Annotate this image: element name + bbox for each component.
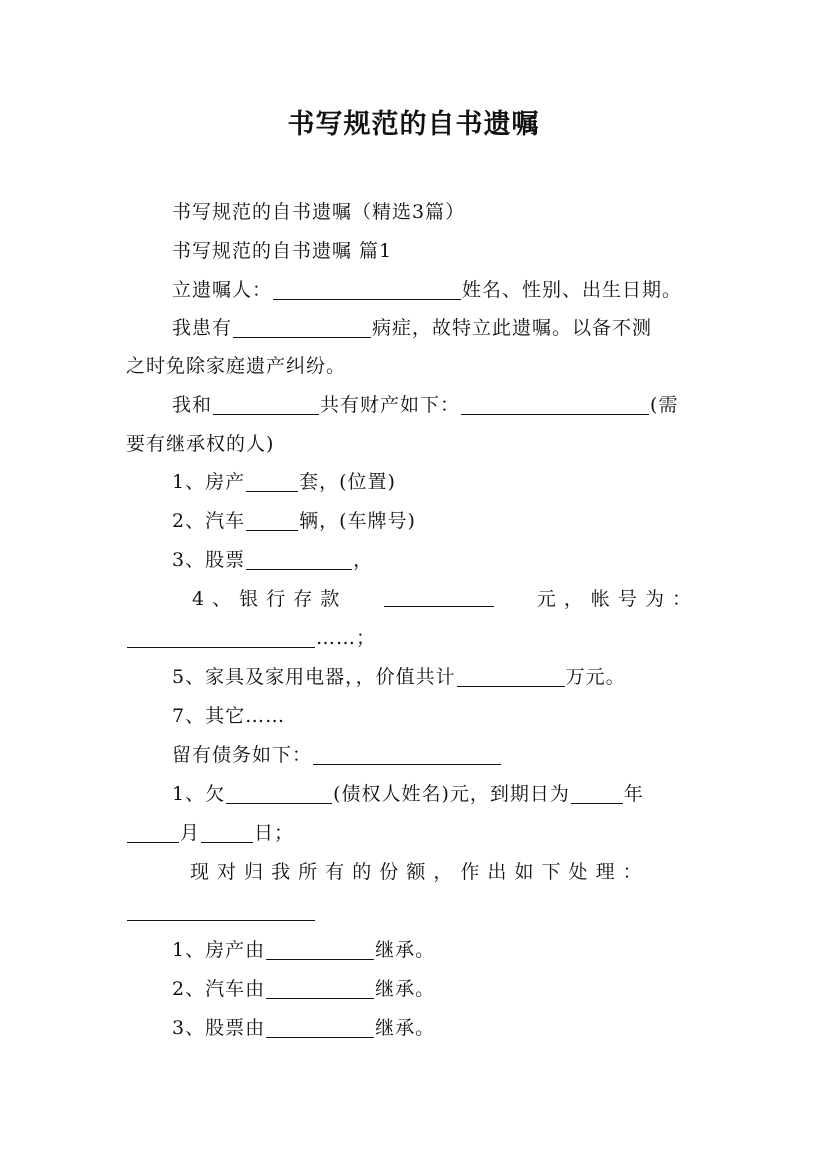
property-item-stock [172,548,373,572]
due-day-blank [201,823,253,843]
inherit-car-suffix: 继承。 [375,978,436,1000]
due-month-blank [127,823,179,843]
subtitle-line [172,200,465,224]
subtitle-text: 书写规范的自书遗嘱（精选3篇） [172,201,466,223]
debt-amount-blank [226,784,332,804]
inherit-stock-suffix: 继承。 [375,1017,436,1039]
deposit-continuation [126,626,376,650]
house-unit: 套，(位置) [299,471,396,493]
car-heir-blank [266,979,374,999]
deposit-row [192,587,692,611]
document-title: 书写规范的自书遗嘱 [287,109,540,140]
testator-line [172,278,682,302]
shared-property-continuation-text: 要有继承权的人) [126,433,275,455]
disposition-blank [127,901,315,921]
inherit-stock [172,1016,435,1040]
debts-label: 留有债务如下： [172,744,313,766]
stock-label: 3、股票 [172,549,246,571]
shared-property-note: (需 [650,394,679,416]
property-item-furniture [172,665,626,689]
shared-property-line [172,393,678,417]
stock-punct: ， [353,549,374,571]
illness-blank [233,318,371,338]
debts-line [172,743,502,767]
illness-text: 病症，故特立此遗嘱。以备不测 [372,317,653,339]
illness-continuation [126,354,346,378]
section-heading-text: 书写规范的自书遗嘱 篇1 [172,240,393,262]
house-heir-blank [266,940,374,960]
stock-blank [246,550,352,570]
car-label: 2、汽车 [172,510,246,532]
shared-property-label: 我和 [172,394,213,416]
car-count-blank [246,511,298,531]
inherit-house [172,938,435,962]
other-label: 7、其它…… [172,705,286,727]
account-number-blank [127,628,315,648]
testator-blank [273,280,461,300]
section-heading [172,239,392,263]
debt-month-label: 月 [180,822,201,844]
deposit-amount-blank [384,587,494,607]
property-item-other [172,704,285,728]
car-unit: 辆，(车牌号) [299,510,416,532]
debt-day-label: 日； [254,822,295,844]
furniture-value-blank [457,667,565,687]
illness-label: 我患有 [172,317,233,339]
debts-blank [313,745,501,765]
testator-note: 姓名、性别、出生日期。 [462,279,683,301]
debt-label: 1、欠 [172,783,226,805]
inherit-car-label: 2、汽车由 [172,978,266,1000]
disposition-heading-text: 现 对 归 我 所 有 的 份 额 ， 作 出 如 下 处 理 ： [190,861,643,883]
deposit-ellipsis: ……； [316,627,377,649]
deposit-label: 4 、 银 行 存 款 [192,588,341,610]
property-list-blank [461,395,649,415]
debt-item-1 [172,782,644,806]
shared-property-continuation [126,432,274,456]
disposition-heading [190,860,692,884]
due-year-blank [571,784,623,804]
property-item-deposit [192,587,692,611]
property-item-house [172,470,396,494]
inherit-house-suffix: 继承。 [375,939,436,961]
inherit-car [172,977,435,1001]
debt-text: (债权人姓名)元，到期日为 [333,783,570,805]
furniture-label: 5、家具及家用电器，，价值共计 [172,666,456,688]
inherit-house-label: 1、房产由 [172,939,266,961]
shared-with-blank [213,395,319,415]
testator-label: 立遗嘱人： [172,279,273,301]
furniture-unit: 万元。 [565,666,626,688]
property-item-car [172,509,416,533]
illness-continuation-text: 之时免除家庭遗产纠纷。 [126,355,347,377]
disposition-continuation [126,899,316,923]
illness-line [172,316,652,340]
debt-year-label: 年 [623,783,644,805]
inherit-stock-label: 3、股票由 [172,1017,266,1039]
debt-item-1-continuation [126,821,294,845]
house-label: 1、房产 [172,471,246,493]
deposit-account-label: 元 ， 帐 号 为 ： [536,588,692,610]
shared-property-text: 共有财产如下： [320,394,461,416]
stock-heir-blank [266,1018,374,1038]
house-count-blank [246,472,298,492]
